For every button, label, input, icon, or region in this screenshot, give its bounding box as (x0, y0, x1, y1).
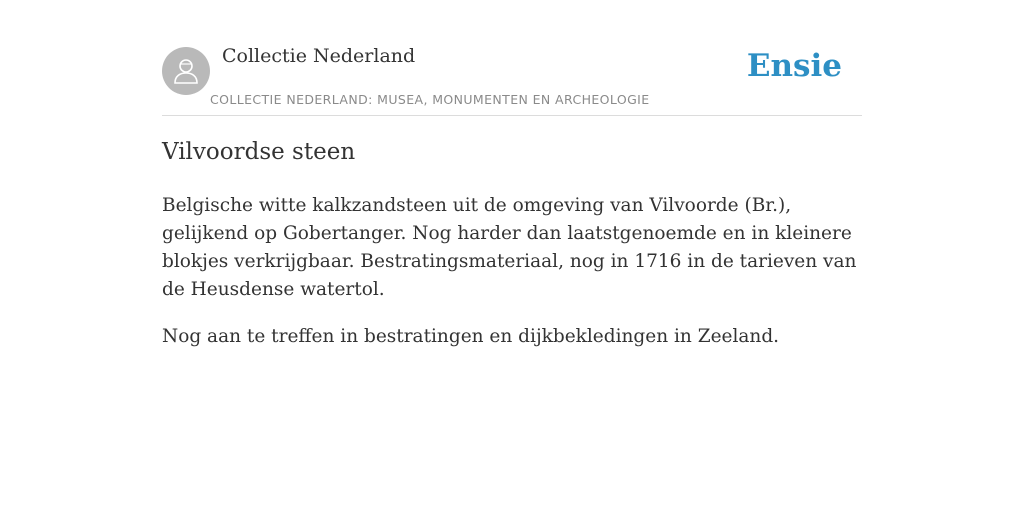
brand-logo[interactable]: Ensie (746, 48, 842, 84)
source-header (162, 0, 862, 116)
article-paragraph: Nog aan te treffen in bestratingen en dijkbekledingen in Zeeland. (162, 326, 780, 347)
article-body (162, 192, 862, 370)
source-tagline: COLLECTIE NEDERLAND: MUSEA, MONUMENTEN EN ARCHEOLOGIE (210, 92, 650, 107)
source-name-link[interactable]: Collectie Nederland (222, 45, 416, 67)
source-avatar[interactable] (162, 47, 210, 95)
article-title: Vilvoordse steen (162, 139, 356, 165)
user-avatar-icon (171, 56, 201, 86)
article-paragraph: Belgische witte kalkzandsteen uit de omgeving van Vilvoorde (Br.), gelijkend op Gobertanger. Nog harder dan laatstgenoemde en in kleinere blokjes verkrijgbaar. Bestratingsmateriaal, nog in 1716 in de tarieven van de Heusdense watertol. (162, 195, 857, 300)
